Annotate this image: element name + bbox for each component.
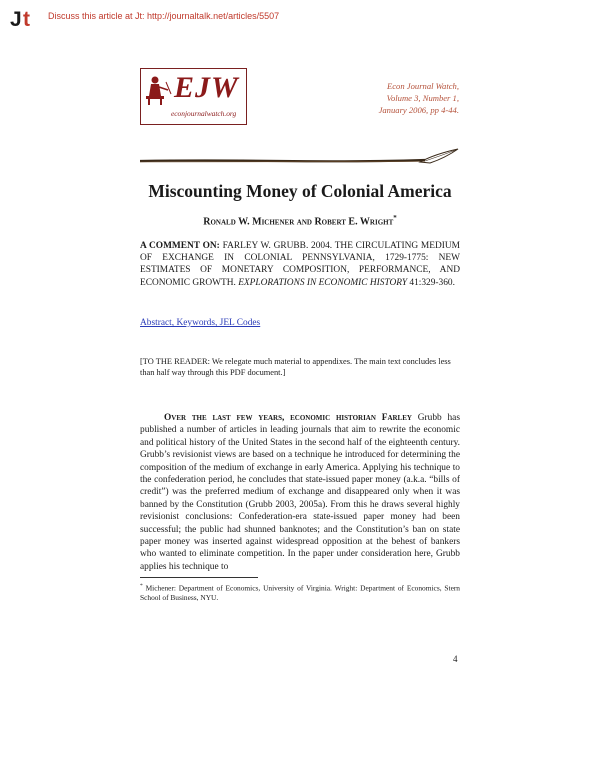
citation-line: January 2006, pp 4-44. <box>378 105 459 115</box>
body-text: Grubb has published a number of articles in leading journals that aim to rewrite the economic and political history of the United States in the second half of the eighteenth century. Grubb’s revisionist views are based on a technique he introduced for determining the composition of the medium of exchange in early America. Applying his technique to the confederation period, he concludes that state-issued paper money (a.k.a. “bills of credit”) was the preferred medium of exchange and disappeared only when it was banned by the Constitution (Grubb 2003, 2005a). From this he draws several highly revisionist conclusions: Confederation-era state-issued paper money had been successful; the public had shunned banknotes; and the Constitution’s ban on state paper money was inserted against widespread opposition at the behest of bankers who wanted to eliminate competition. In the paper under consideration here, Grubb applies his technique to <box>140 413 460 572</box>
author-footnote <box>140 582 460 603</box>
ejw-logo-letters: EJW <box>174 71 239 104</box>
citation-line: Econ Journal Watch, <box>386 81 459 91</box>
footnote-rule <box>140 577 258 578</box>
footnote-text: Michener: Department of Economics, University of Virginia. Wright: Department of Economics, Stern School of Business, NYU. <box>140 583 460 603</box>
quill-divider-icon <box>140 148 460 170</box>
abstract-keywords-link[interactable]: Abstract, Keywords, JEL Codes <box>140 318 261 328</box>
author2-name: obert E. Wright <box>321 216 394 228</box>
jt-logo-icon[interactable] <box>10 8 42 30</box>
page-number: 4 <box>453 654 458 664</box>
journal-citation <box>379 80 459 116</box>
ejw-logo-url: econjournalwatch.org <box>171 109 237 118</box>
article-authors <box>0 214 600 227</box>
author2-initial: R <box>314 216 322 228</box>
discuss-article-link[interactable]: Discuss this article at Jt: http://journaltalk.net/articles/5507 <box>48 11 280 21</box>
body-lead-in: Over the last few years, economic historian Farley <box>164 413 412 423</box>
comment-label: A COMMENT ON: <box>140 241 220 251</box>
comment-on-reference <box>140 240 460 289</box>
comment-pages: 41:329-360. <box>407 277 455 288</box>
citation-line: Volume 3, Number 1, <box>386 93 459 103</box>
writer-figure-icon <box>144 72 174 106</box>
author1-initial: R <box>203 216 211 228</box>
comment-text: FARLEY W. GRUBB. 2004. THE CIRCULATING MEDIUM OF EXCHANGE IN COLONIAL PENNSYLVANIA, 1729-1775: NEW ESTIMATES OF MONETARY COMPOSITION, PERFORMANCE, AND ECONOMIC GROWTH. <box>140 241 460 288</box>
author-footnote-mark: * <box>393 214 397 222</box>
ejw-journal-logo <box>140 68 247 125</box>
svg-text:t: t <box>23 8 30 30</box>
authors-conjunction: and <box>296 216 312 228</box>
comment-journal: EXPLORATIONS IN ECONOMIC HISTORY <box>238 277 408 288</box>
svg-text:J: J <box>10 8 22 30</box>
body-paragraph <box>140 412 460 573</box>
author1-name: onald W. Michener <box>210 216 295 228</box>
article-title: Miscounting Money of Colonial America <box>148 181 452 201</box>
reader-note: [TO THE READER: We relegate much material to appendixes. The main text concludes less than half way through this PDF document.] <box>140 357 451 378</box>
footnote-mark: * <box>140 583 143 589</box>
